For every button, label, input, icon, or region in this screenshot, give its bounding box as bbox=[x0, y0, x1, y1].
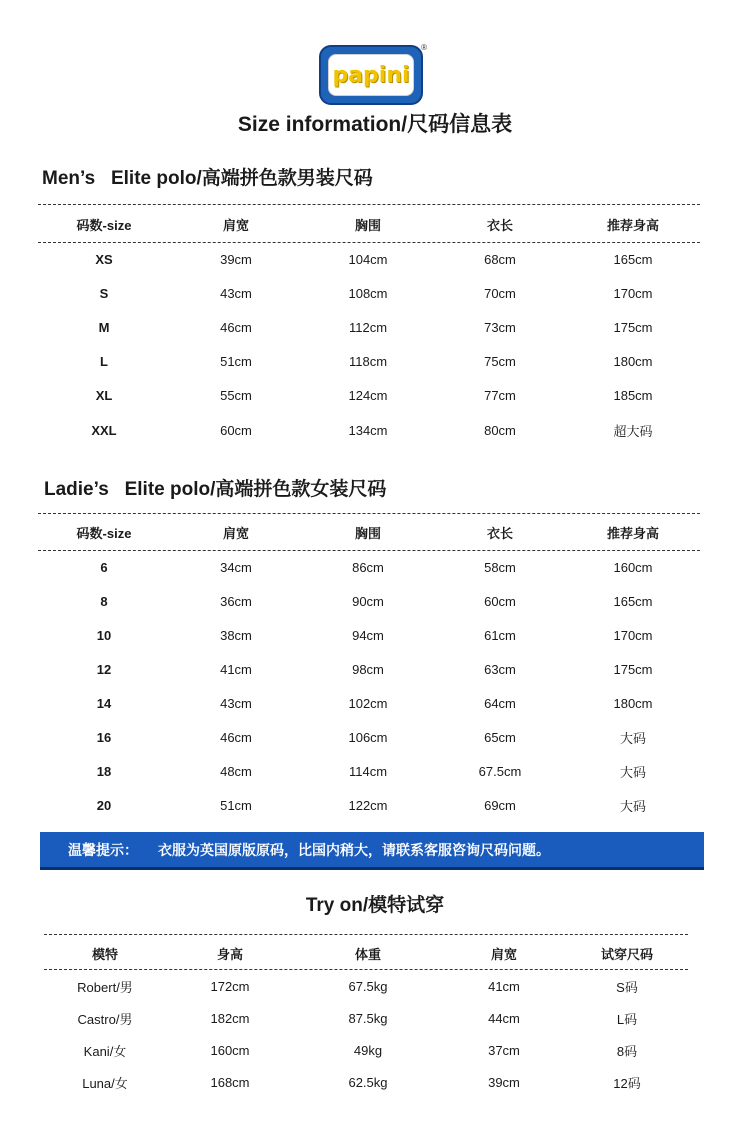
tryon-table-cell: 182cm bbox=[210, 1011, 250, 1027]
men-row-label: S bbox=[99, 285, 109, 301]
men-table-row bbox=[38, 242, 700, 276]
men-header-cell: 胸围 bbox=[354, 217, 381, 233]
men-table-cell: 118cm bbox=[348, 354, 388, 370]
men-table-cell: 180cm bbox=[613, 354, 653, 370]
tryon-header-cell: 试穿尺码 bbox=[600, 946, 653, 962]
tryon-table-cell: 8码 bbox=[616, 1043, 638, 1059]
men-table-cell: 77cm bbox=[484, 388, 516, 404]
men-table-cell: 46cm bbox=[220, 319, 252, 335]
registered-mark: ® bbox=[421, 43, 427, 52]
tryon-table-cell: L码 bbox=[616, 1012, 638, 1028]
page-title: Size information/尺码信息表 bbox=[237, 113, 513, 136]
tryon-row-label: Kani/女 bbox=[83, 1043, 127, 1059]
ladies-table-cell: 大码 bbox=[619, 799, 646, 815]
men-size-table bbox=[38, 206, 700, 447]
men-table-row bbox=[38, 310, 700, 344]
ladies-table-cell: 180cm bbox=[613, 695, 653, 711]
tryon-table-row bbox=[44, 971, 688, 1003]
men-table-cell: 73cm bbox=[484, 319, 516, 335]
tryon-table-cell: 172cm bbox=[210, 979, 250, 995]
ladies-table-cell: 60cm bbox=[484, 593, 516, 609]
men-table-cell: 39cm bbox=[220, 251, 252, 267]
ladies-table-cell: 34cm bbox=[220, 559, 252, 575]
men-table-cell: 108cm bbox=[348, 285, 388, 301]
ladies-table-cell: 114cm bbox=[348, 764, 388, 780]
ladies-table-cell: 165cm bbox=[613, 593, 653, 609]
tryon-row-label: Castro/男 bbox=[77, 1012, 133, 1028]
ladies-row-label: 16 bbox=[96, 730, 112, 746]
ladies-table-row bbox=[38, 720, 700, 754]
logo-text: papini bbox=[332, 62, 410, 88]
ladies-header-row bbox=[38, 514, 700, 550]
tryon-table-cell: 49kg bbox=[353, 1042, 383, 1058]
men-header-cell: 衣长 bbox=[486, 217, 513, 233]
ladies-table-row bbox=[38, 755, 700, 789]
ladies-table-cell: 38cm bbox=[220, 627, 252, 643]
ladies-table-cell: 63cm bbox=[484, 661, 516, 677]
tryon-header-cell: 体重 bbox=[354, 946, 381, 962]
men-row-label: XXL bbox=[91, 422, 117, 438]
men-row-label: L bbox=[100, 354, 108, 370]
men-table-cell: 60cm bbox=[220, 422, 252, 438]
ladies-table-cell: 67.5cm bbox=[478, 764, 522, 780]
notice-label: 温馨提示： bbox=[68, 841, 138, 858]
tryon-table-row bbox=[44, 1035, 688, 1067]
men-table-cell: 75cm bbox=[484, 354, 516, 370]
ladies-row-label: 10 bbox=[96, 627, 112, 643]
ladies-table-cell: 大码 bbox=[619, 731, 646, 747]
tryon-table-row bbox=[44, 1066, 688, 1098]
tryon-header-cell: 肩宽 bbox=[490, 946, 517, 962]
ladies-table-cell: 36cm bbox=[220, 593, 252, 609]
ladies-table-cell: 61cm bbox=[484, 627, 516, 643]
men-table-cell: 112cm bbox=[348, 319, 388, 335]
ladies-table-cell: 46cm bbox=[220, 730, 252, 746]
men-row-label: M bbox=[98, 319, 110, 335]
men-table-cell: 51cm bbox=[220, 354, 252, 370]
men-header-cell: 肩宽 bbox=[222, 217, 249, 233]
ladies-header-cell: 推荐身高 bbox=[606, 525, 659, 541]
tryon-table-body bbox=[44, 971, 688, 1098]
men-table-cell: 55cm bbox=[220, 388, 252, 404]
ladies-table-cell: 102cm bbox=[348, 695, 388, 711]
tryon-section-title: Try on/模特试穿 bbox=[305, 895, 445, 916]
ladies-table-cell: 大码 bbox=[619, 765, 646, 781]
tryon-table-cell: 168cm bbox=[210, 1074, 250, 1090]
ladies-table-cell: 94cm bbox=[352, 627, 384, 643]
ladies-section-title: Ladie’s Elite polo/高端拼色款女装尺码 bbox=[44, 479, 387, 500]
logo-badge bbox=[328, 54, 414, 96]
ladies-table-cell: 86cm bbox=[352, 559, 384, 575]
tryon-table-cell: 44cm bbox=[488, 1011, 520, 1027]
ladies-row-label: 18 bbox=[96, 764, 112, 780]
ladies-table-cell: 160cm bbox=[613, 559, 653, 575]
tryon-row-label: Robert/男 bbox=[77, 980, 133, 996]
ladies-table-cell: 48cm bbox=[220, 764, 252, 780]
ladies-table-cell: 69cm bbox=[484, 798, 516, 814]
tryon-header-row bbox=[44, 935, 688, 971]
men-table-cell: 134cm bbox=[348, 422, 388, 438]
ladies-header-cell: 肩宽 bbox=[222, 525, 249, 541]
ladies-table-body bbox=[38, 550, 700, 823]
ladies-table-cell: 98cm bbox=[352, 661, 384, 677]
tryon-table-cell: 62.5kg bbox=[348, 1074, 388, 1090]
tryon-table bbox=[44, 935, 688, 1098]
men-table-cell: 80cm bbox=[484, 422, 516, 438]
men-table-cell: 68cm bbox=[484, 251, 516, 267]
men-header-top-divider bbox=[38, 204, 700, 205]
ladies-size-table bbox=[38, 514, 700, 823]
tryon-header-cell: 模特 bbox=[91, 946, 118, 962]
ladies-table-cell: 122cm bbox=[348, 798, 388, 814]
ladies-table-cell: 64cm bbox=[484, 695, 516, 711]
ladies-table-row bbox=[38, 652, 700, 686]
men-table-cell: 70cm bbox=[484, 285, 516, 301]
notice-banner bbox=[40, 832, 704, 870]
men-header-cell: 推荐身高 bbox=[606, 217, 659, 233]
ladies-row-label: 8 bbox=[100, 593, 108, 609]
tryon-table-cell: 160cm bbox=[210, 1042, 250, 1058]
ladies-row-label: 14 bbox=[96, 695, 112, 711]
ladies-row-label: 20 bbox=[96, 798, 112, 814]
ladies-table-cell: 43cm bbox=[220, 695, 252, 711]
ladies-table-cell: 175cm bbox=[613, 661, 653, 677]
ladies-table-cell: 90cm bbox=[352, 593, 384, 609]
ladies-table-row bbox=[38, 584, 700, 618]
tryon-table-cell: 37cm bbox=[488, 1042, 520, 1058]
men-table-row bbox=[38, 413, 700, 447]
logo-frame bbox=[319, 45, 423, 105]
men-table-cell: 124cm bbox=[348, 388, 388, 404]
tryon-table-cell: 87.5kg bbox=[348, 1011, 388, 1027]
ladies-row-label: 6 bbox=[100, 559, 108, 575]
men-table-cell: 104cm bbox=[348, 251, 388, 267]
ladies-header-cell: 衣长 bbox=[486, 525, 513, 541]
ladies-table-cell: 106cm bbox=[348, 730, 388, 746]
men-section-title: Men’s Elite polo/高端拼色款男装尺码 bbox=[42, 168, 373, 189]
ladies-row-label: 12 bbox=[96, 661, 112, 677]
tryon-table-cell: 12码 bbox=[613, 1075, 641, 1091]
ladies-table-cell: 170cm bbox=[613, 627, 653, 643]
men-table-cell: 185cm bbox=[613, 388, 653, 404]
ladies-table-cell: 58cm bbox=[484, 559, 516, 575]
tryon-table-cell: 39cm bbox=[488, 1074, 520, 1090]
ladies-table-row bbox=[38, 686, 700, 720]
men-header-row bbox=[38, 206, 700, 242]
men-table-row bbox=[38, 379, 700, 413]
ladies-header-cell: 码数-size bbox=[76, 525, 132, 541]
ladies-table-cell: 51cm bbox=[220, 798, 252, 814]
tryon-row-label: Luna/女 bbox=[82, 1075, 128, 1091]
ladies-table-cell: 65cm bbox=[484, 730, 516, 746]
men-table-row bbox=[38, 276, 700, 310]
men-table-row bbox=[38, 345, 700, 379]
tryon-table-cell: 67.5kg bbox=[348, 979, 388, 995]
ladies-table-row bbox=[38, 789, 700, 823]
ladies-table-cell: 41cm bbox=[220, 661, 252, 677]
men-table-cell: 超大码 bbox=[613, 423, 653, 439]
ladies-header-cell: 胸围 bbox=[354, 525, 381, 541]
men-table-cell: 165cm bbox=[613, 251, 653, 267]
men-row-label: XL bbox=[95, 388, 113, 404]
brand-logo bbox=[319, 45, 427, 107]
tryon-table-row bbox=[44, 1003, 688, 1035]
ladies-table-row bbox=[38, 618, 700, 652]
tryon-table-cell: S码 bbox=[616, 980, 638, 996]
tryon-table-cell: 41cm bbox=[488, 979, 520, 995]
men-table-cell: 170cm bbox=[613, 285, 653, 301]
men-table-cell: 175cm bbox=[613, 319, 653, 335]
men-header-cell: 码数-size bbox=[76, 217, 132, 233]
tryon-header-cell: 身高 bbox=[216, 946, 243, 962]
notice-text: 衣服为英国原版原码，比国内稍大，请联系客服咨询尺码问题。 bbox=[158, 841, 550, 858]
men-table-cell: 43cm bbox=[220, 285, 252, 301]
men-table-body bbox=[38, 242, 700, 447]
men-row-label: XS bbox=[95, 251, 113, 267]
ladies-table-row bbox=[38, 550, 700, 584]
